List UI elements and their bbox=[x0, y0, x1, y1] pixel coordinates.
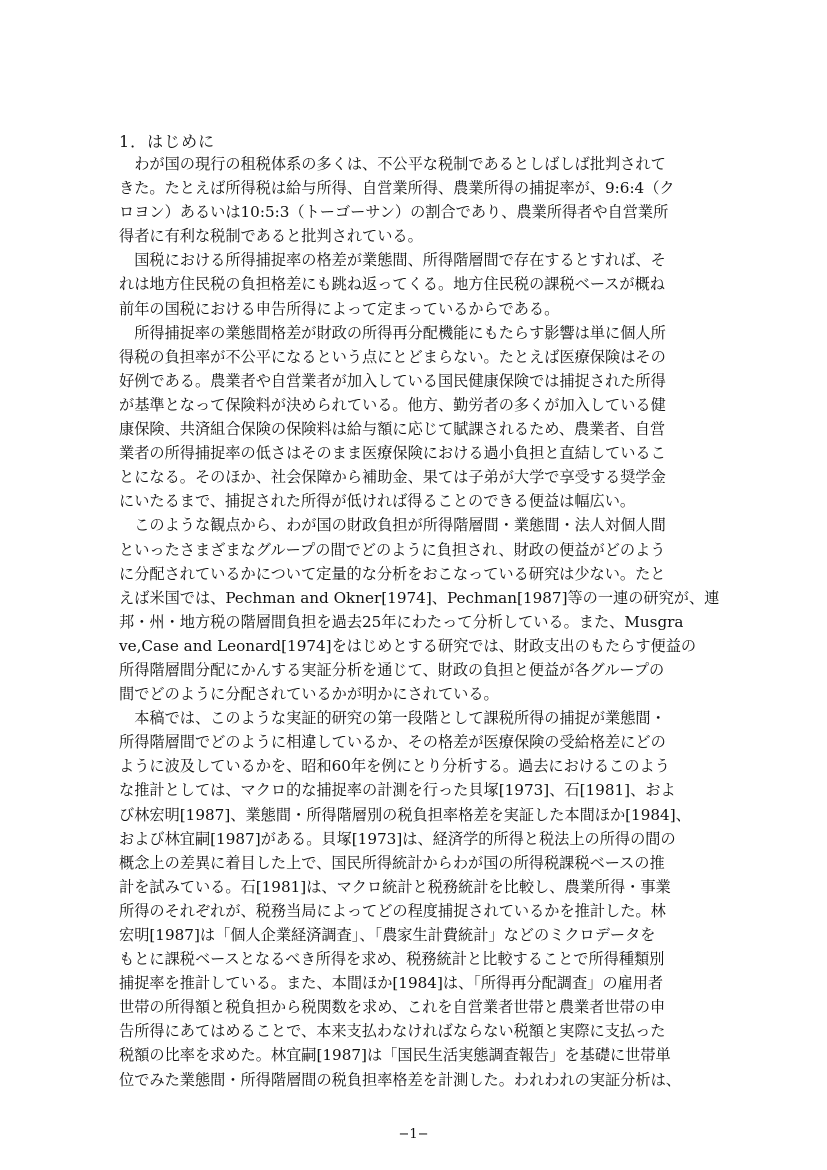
text-line: 所得のそれぞれが、税務当局によってどの程度捕捉されているかを推計した。林 bbox=[119, 901, 666, 920]
text-line: 位でみた業態間・所得階層間の税負担率格差を計測した。われわれの実証分析は、 bbox=[119, 1070, 681, 1089]
text-line: 所得階層間でどのように相違しているか、その格差が医療保険の受給格差にどの bbox=[119, 733, 666, 752]
text-line: れは地方住民税の負担格差にも跳ね返ってくる。地方住民税の課税ベースが概ね bbox=[119, 275, 665, 294]
text-line: 告所得にあてはめることで、本来支払わなければならない税額と実際に支払った bbox=[119, 1022, 666, 1041]
text-line: が基準となって保険料が決められている。他方、勤労者の多くが加入している健 bbox=[119, 395, 666, 414]
text-line: 間でどのように分配されているかが明かにされている。 bbox=[119, 685, 499, 704]
text-line: な推計としては、マクロ的な捕捉率の計測を行った貝塚[1973]、石[1981]、およ bbox=[119, 781, 676, 800]
text-line: わが国の現行の租税体系の多くは、不公平な税制であるとしばしば批判されて bbox=[119, 155, 666, 173]
text-line: もとに課税ベースとなるべき所得を求め、税務統計と比較することで所得種類別 bbox=[119, 950, 665, 969]
text-line: 計を試みている。石[1981]は、マクロ統計と税務統計を比較し、農業所得・事業 bbox=[119, 877, 671, 896]
section-heading: 1．はじめに bbox=[119, 132, 216, 151]
text-line: 邦・州・地方税の階層間負担を過去25年にわたって分析している。また、Musgra bbox=[119, 612, 684, 631]
text-line: 業者の所得捕捉率の低さはそのまま医療保険における過小負担と直結しているこ bbox=[119, 444, 666, 463]
text-line: ロヨン）あるいは10:5:3（トーゴーサン）の割合であり、農業所得者や自営業所 bbox=[119, 203, 669, 222]
text-line: 康保険、共済組合保険の保険料は給与額に応じて賦課されるため、農業者、自営 bbox=[119, 420, 666, 439]
text-line: 概念上の差異に着目した上で、国民所得統計からわが国の所得税課税ベースの推 bbox=[119, 853, 665, 872]
text-line: このような観点から、わが国の財政負担が所得階層間・業態間・法人対個人間 bbox=[119, 516, 666, 535]
text-line: とになる。そのほか、社会保障から補助金、果ては子弟が大学で享受する奨学金 bbox=[119, 468, 666, 487]
text-line: 所得階層間分配にかんする実証分析を通じて、財政の負担と便益が各グループの bbox=[119, 660, 665, 679]
text-line: ve,Case and Leonard[1974]をはじめとする研究では、財政支出のもたらす便益の bbox=[119, 636, 697, 655]
text-line: 宏明[1987]は「個人企業経済調査」、「農家生計費統計」などのミクロデータを bbox=[119, 926, 656, 944]
text-line: 国税における所得捕捉率の格差が業態間、所得階層間で存在するとすれば、そ bbox=[119, 251, 666, 270]
text-line: 世帯の所得額と税負担から税関数を求め、これを自営業者世帯と農業者世帯の申 bbox=[119, 998, 666, 1017]
body-text bbox=[119, 152, 719, 1092]
text-line: 捕捉率を推計している。また、本間ほか[1984]は、「所得再分配調査」の雇用者 bbox=[119, 974, 664, 993]
text-line: えば米国では、Pechman and Okner[1974]、Pechman[1987]等の一連の研究が、連 bbox=[119, 588, 720, 607]
text-line: 前年の国税における申告所得によって定まっているからである。 bbox=[119, 299, 560, 318]
text-line: きた。たとえば所得税は給与所得、自営業所得、農業所得の捕捉率が、9:6:4（ク bbox=[119, 179, 675, 198]
text-line: 本稿では、このような実証的研究の第一段階として課税所得の捕捉が業態間・ bbox=[119, 709, 666, 728]
page-number: −1− bbox=[398, 1127, 429, 1142]
text-line: に分配されているかについて定量的な分析をおこなっている研究は少ない。たと bbox=[119, 564, 666, 583]
text-line: ように波及しているかを、昭和60年を例にとり分析する。過去におけるこのよう bbox=[119, 757, 670, 776]
text-line: および林宜嗣[1987]がある。貝塚[1973]は、経済学的所得と税法上の所得の間の bbox=[119, 829, 676, 848]
text-line: び林宏明[1987]、業態間・所得階層別の税負担率格差を実証した本間ほか[1984]、 bbox=[119, 805, 691, 824]
text-line: にいたるまで、捕捉された所得が低ければ得ることのできる便益は幅広い。 bbox=[119, 492, 636, 511]
text-line: 得税の負担率が不公平になるという点にとどまらない。たとえば医療保険はその bbox=[119, 347, 666, 366]
text-line: といったさまざまなグループの間でどのように負担され、財政の便益がどのよう bbox=[119, 540, 666, 559]
text-line: 得者に有利な税制であると批判されている。 bbox=[119, 227, 423, 246]
text-line: 所得捕捉率の業態間格差が財政の所得再分配機能にもたらす影響は単に個人所 bbox=[119, 323, 666, 342]
text-line: 税額の比率を求めた。林宜嗣[1987]は「国民生活実態調査報告」を基礎に世帯単 bbox=[119, 1046, 671, 1065]
text-line: 好例である。農業者や自営業者が加入している国民健康保険では捕捉された所得 bbox=[119, 371, 666, 390]
